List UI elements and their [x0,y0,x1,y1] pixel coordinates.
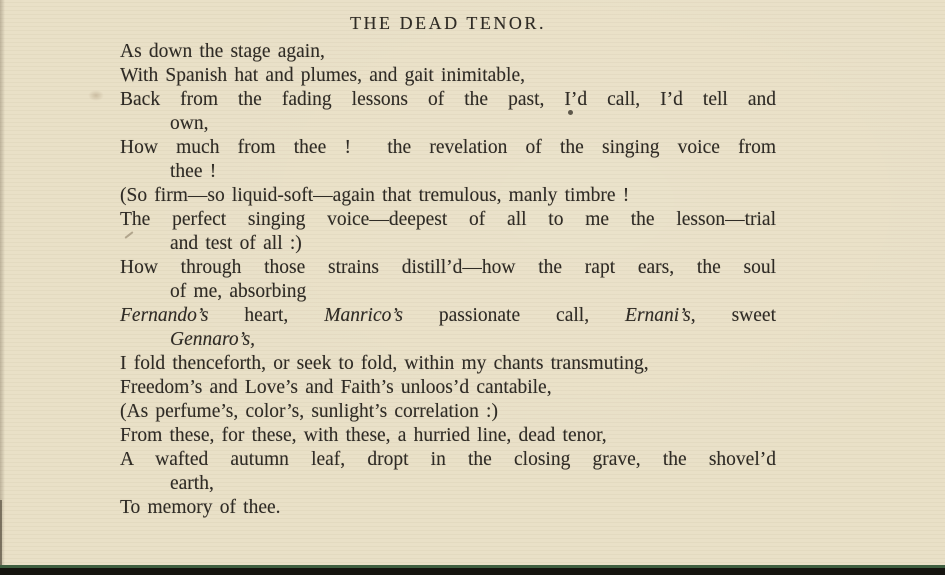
poem-line [120,40,776,64]
opera-character-name: Fernando’s [120,305,209,326]
poem-body [120,40,776,520]
poem-line [120,472,776,496]
poem-line [120,112,776,136]
poem-text: of me, absorbing [170,281,307,302]
page-left-edge-shadow [0,0,5,575]
poem-line [120,208,776,232]
poem-text: passionate call, [402,305,626,326]
poem-line [120,400,776,424]
poem-text: earth, [170,473,214,494]
poem-line [120,352,776,376]
poem-line [120,280,776,304]
opera-character-name: Ernani’s [625,305,691,326]
poem-line [120,64,776,88]
poem-text: The perfect singing voice—deepest of all to me the lesson—trial [120,209,776,230]
poem-text: , sweet [690,305,776,326]
poem-text: From these, for these, with these, a hurried line, dead tenor, [120,425,607,446]
poem-text: How much from thee ! the revelation of the singing voice from [120,137,776,158]
poem-line [120,448,776,472]
text-column [120,13,776,520]
ink-speck [568,110,573,115]
poem-line [120,424,776,448]
poem-text: With Spanish hat and plumes, and gait inimitable, [120,65,525,86]
poem-line [120,256,776,280]
opera-character-name: Manrico’s [324,305,403,326]
poem-text: To memory of thee. [120,497,281,518]
poem-text: own, [170,113,209,134]
poem-line [120,88,776,112]
poem-text: heart, [208,305,325,326]
paper-smudge [88,90,104,101]
poem-line [120,184,776,208]
poem-line [120,376,776,400]
poem-text: I fold thenceforth, or seek to fold, within my chants transmuting, [120,353,649,374]
poem-line [120,496,776,520]
poem-text: Back from the fading lessons of the past, I’d call, I’d tell and [120,89,776,110]
opera-character-name: Gennaro’s, [170,329,256,350]
poem-line [120,160,776,184]
poem-line [120,232,776,256]
poem-text: Freedom’s and Love’s and Faith’s unloos’d cantabile, [120,377,552,398]
poem-title: THE DEAD TENOR. [350,13,546,33]
page-left-edge-dark-sliver [0,500,2,566]
poem-text: How through those strains distill’d—how the rapt ears, the soul [120,257,776,278]
poem-text: thee ! [170,161,217,182]
poem-line [120,136,776,160]
poem-text: (So firm—so liquid-soft—again that tremulous, manly timbre ! [120,185,630,206]
poem-line [120,304,776,328]
scan-bottom-black-band [0,568,945,575]
poem-text: and test of all :) [170,233,302,254]
poem-text: (As perfume’s, color’s, sunlight’s correlation :) [120,401,498,422]
poem-text: A wafted autumn leaf, dropt in the closing grave, the shovel’d [120,449,776,470]
poem-text: As down the stage again, [120,41,325,62]
poem-line [120,328,776,352]
